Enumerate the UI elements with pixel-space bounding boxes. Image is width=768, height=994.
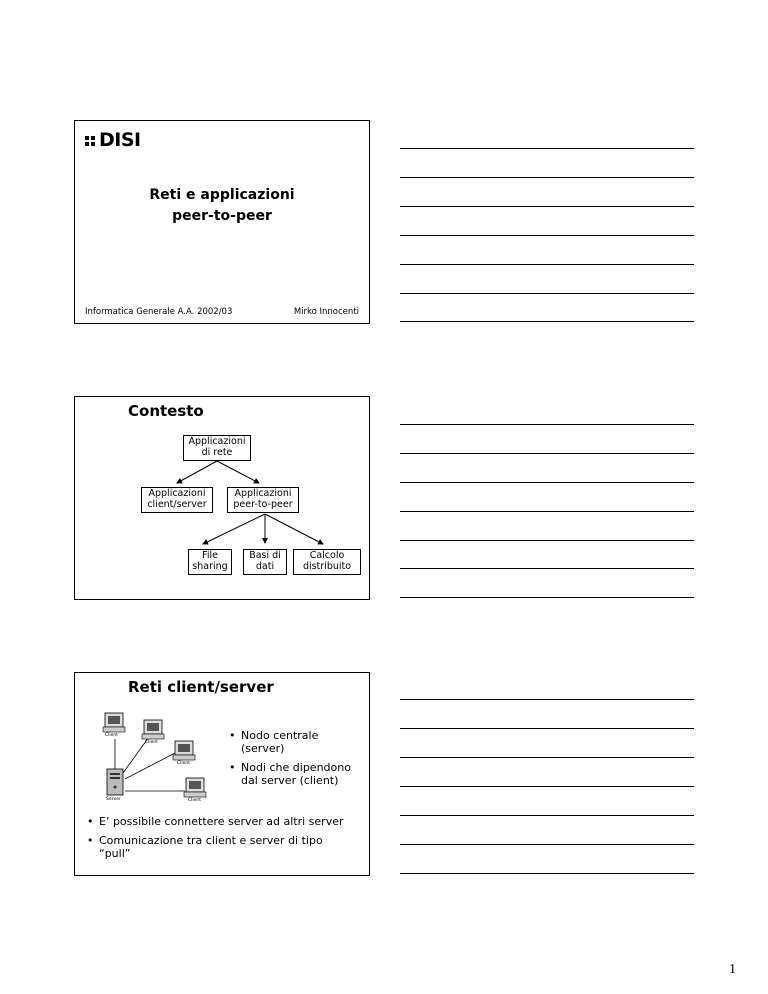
disi-logo [85,129,141,151]
node-label: Calcolo [309,550,345,561]
note-line [400,293,694,294]
bullet-nodo-centrale [241,729,318,755]
note-line [400,148,694,149]
client-label: Client [145,740,159,745]
note-line [400,873,694,874]
note-line [400,728,694,729]
note-line [400,540,694,541]
logo-text: DISI [99,129,141,151]
bullet-text: • Comunicazione tra client e server di tipo [99,834,323,847]
client-computer-icon [173,741,195,760]
slide-reti-client-server [74,672,370,876]
logo-mark-icon [85,134,99,148]
node-client-server [141,487,213,513]
node-label: Applicazioni [148,488,206,499]
slide-title: Reti client/server [128,678,274,696]
node-file-sharing [188,549,232,575]
footer-course: Informatica Generale A.A. 2002/03 [85,307,233,317]
slide-contesto [74,396,370,600]
client-computer-icon [142,720,164,739]
client-label: Client [105,733,119,738]
slide-title-page [74,120,370,324]
page-number: 1 [729,962,736,977]
note-line [400,235,694,236]
client-computer-icon [103,713,125,732]
bullet-text: dal server (client) [241,774,339,787]
client-label: Client [177,761,191,766]
note-line [400,321,694,322]
note-line [400,264,694,265]
bullet-text: (server) [241,742,285,755]
note-line [400,206,694,207]
bullet-text: “pull” [99,847,131,860]
note-line [400,844,694,845]
node-label: client/server [147,499,207,510]
node-basi-di-dati [243,549,287,575]
note-line [400,177,694,178]
client-label: Client [188,798,202,803]
node-label: File [202,550,218,561]
client-computer-icon [184,778,206,797]
note-line [400,511,694,512]
note-line [400,568,694,569]
note-line [400,597,694,598]
note-line [400,424,694,425]
note-line [400,453,694,454]
node-label: Applicazioni [234,488,292,499]
bullet-server-server [99,815,344,828]
bullet-text: • Nodo centrale [241,729,319,742]
title-line-1: Reti e applicazioni [149,187,295,203]
note-line [400,786,694,787]
note-line [400,482,694,483]
node-label: Basi di [249,550,281,561]
footer-author: Mirko Innocenti [293,307,359,317]
bullet-comunicazione-pull [99,834,323,860]
node-label: Applicazioni [188,436,246,447]
node-label: di rete [201,447,233,458]
node-peer-to-peer [227,487,299,513]
note-line [400,815,694,816]
node-calcolo-distribuito [293,549,361,575]
server-label: Server [106,797,121,802]
slide-title: Contesto [128,402,204,420]
note-line [400,757,694,758]
bullet-text: • E’ possibile connettere server ad altri server [99,815,344,828]
bullet-nodi-client [241,761,351,787]
server-tower-icon [107,769,123,795]
node-label: sharing [192,561,228,572]
title-line-2: peer-to-peer [172,208,272,224]
node-applicazioni-di-rete [183,435,251,461]
note-line [400,699,694,700]
bullet-text: • Nodi che dipendono [241,761,351,774]
node-label: distribuito [302,561,352,572]
node-label: peer-to-peer [233,499,293,510]
node-label: dati [255,561,275,572]
